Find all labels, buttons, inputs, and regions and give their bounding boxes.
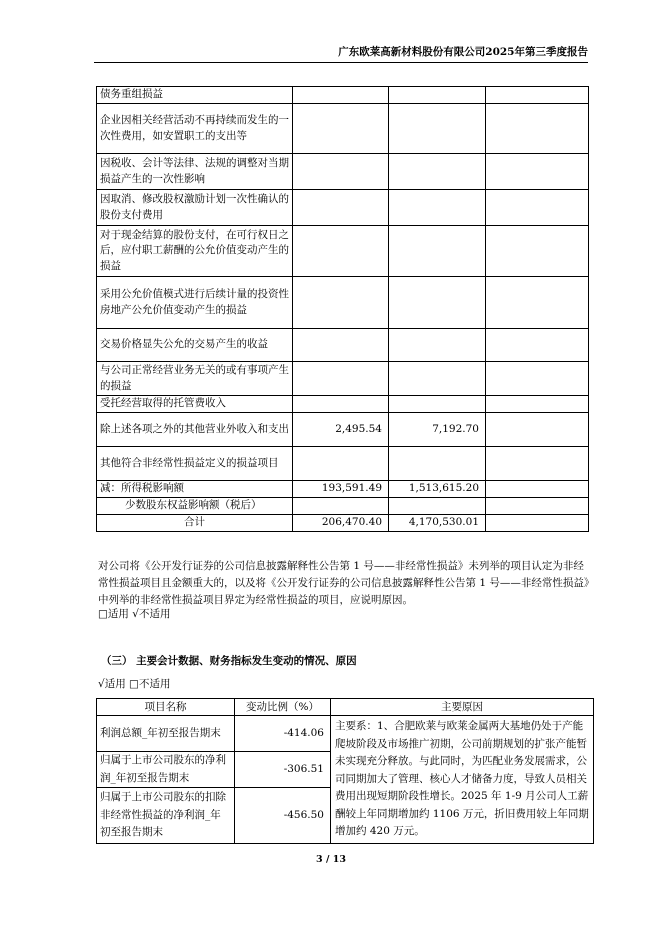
table-row: [97, 277, 589, 329]
row-label: 与公司正常经营业务无关的或有事项产生的损益: [97, 362, 293, 396]
table-row: 除上述各项之外的其他营业外收入和支出 2,495.54 7,192.70: [97, 413, 589, 447]
change-ratio: -456.50: [235, 788, 331, 843]
table-header-row: [97, 699, 594, 716]
page-header: [94, 44, 588, 63]
applicability-option: √适用 □不适用: [98, 678, 171, 690]
row-label: 交易价格显失公允的交易产生的收益: [97, 329, 293, 362]
row-label: 除上述各项之外的其他营业外收入和支出: [97, 413, 293, 447]
item-name: 归属于上市公司股东的扣除非经常性损益的净利润_年初至报告期末: [97, 788, 235, 843]
row-label: 减：所得税影响额: [97, 481, 293, 498]
row-label: 对于现金结算的股份支付，在可行权日之后，应付职工薪酬的公允价值变动产生的损益: [97, 226, 293, 277]
table-row: [97, 396, 589, 413]
row-label: 其他符合非经常性损益定义的损益项目: [97, 447, 293, 481]
column-header: 项目名称: [97, 699, 235, 716]
table-row: [97, 190, 589, 226]
column-header: 变动比例（%）: [235, 699, 331, 716]
column-header: 主要原因: [331, 699, 594, 716]
table-row: [97, 498, 589, 515]
change-ratio: -414.06: [235, 716, 331, 752]
table-row: [97, 362, 589, 396]
table-row: [97, 226, 589, 277]
table-row: [97, 154, 589, 190]
row-label: 合计: [97, 515, 293, 532]
section-heading: （三） 主要会计数据、财务指标发生变动的情况、原因: [101, 655, 357, 667]
row-label: 少数股东权益影响额（税后）: [97, 498, 293, 515]
table-row: [97, 329, 589, 362]
indicator-change-table: [96, 698, 594, 844]
change-ratio: -306.51: [235, 752, 331, 788]
row-label: 因取消、修改股权激励计划一次性确认的股份支付费用: [97, 190, 293, 226]
note-paragraph: 对公司将《公开发行证券的公司信息披露解释性公告第 1 号——非经常性损益》未列举的项目认定为非经常性损益项目且金额重大的，以及将《公开发行证券的公司信息披露解释性公告第 1 号——非经常性损益》中列举的非经常性损益项目界定为经常性损益的项目，应说明原因。: [98, 560, 590, 606]
non-recurring-gains-table: [96, 86, 589, 532]
item-name: 利润总额_年初至报告期末: [97, 716, 235, 752]
row-label: 债务重组损益: [97, 87, 293, 104]
table-row: 减：所得税影响额 193,591.49 1,513,615.20: [97, 481, 589, 498]
table-row: [97, 716, 594, 752]
applicability-option: □适用 √不适用: [98, 608, 171, 620]
row-label: 采用公允价值模式进行后续计量的投资性房地产公允价值变动产生的损益: [97, 277, 293, 329]
row-label: 因税收、会计等法律、法规的调整对当期损益产生的一次性影响: [97, 154, 293, 190]
table-row: [97, 104, 589, 154]
table-row: [97, 447, 589, 481]
row-label: 受托经营取得的托管费收入: [97, 396, 293, 413]
table-row: [97, 87, 589, 104]
report-title: 广东欧莱高新材料股份有限公司2025年第三季度报告: [338, 46, 588, 58]
page-number: 3 / 13: [316, 854, 346, 865]
main-reason: 主要系：1、合肥欧莱与欧莱金属两大基地仍处于产能爬坡阶段及市场推广初期，公司前期规划的扩张产能暂未实现充分释放。与此同时，为匹配业务发展需求，公司同期加大了管理、核心人才储备力度，导致人员相关费用出现短期阶段性增长。2025 年 1-9 月公司人工薪酬较上年同期增加约 1106 万元，折旧费用较上年同期增加约 420 万元。: [331, 716, 594, 844]
table-row-total: 合计 206,470.40 4,170,530.01: [97, 515, 589, 532]
item-name: 归属于上市公司股东的净利润_年初至报告期末: [97, 752, 235, 788]
row-label: 企业因相关经营活动不再持续而发生的一次性费用，如安置职工的支出等: [97, 104, 293, 154]
